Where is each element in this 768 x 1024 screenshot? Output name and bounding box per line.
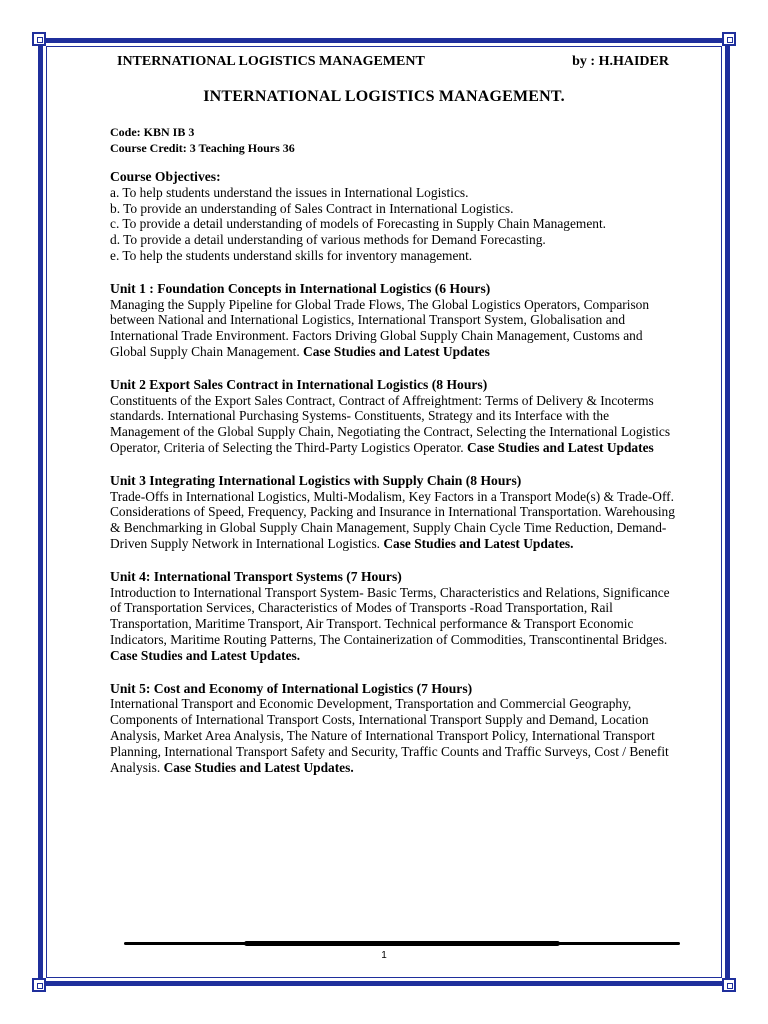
unit-body-text: Constituents of the Export Sales Contract, Contract of Affreightment: Terms of Delivery & Incoterms standards. International Purchasing Systems- Constituents, Strategy and its Interface with the Management of the Global Supply Chain, Negotiating the Contract, Selecting the International Logistics Operator, Criteria of Selecting the Third-Party Logistics Operator. bbox=[110, 392, 671, 455]
unit-section-3 bbox=[110, 473, 682, 552]
footer-rule bbox=[124, 942, 680, 945]
unit-body-tail: Case Studies and Latest Updates bbox=[466, 439, 654, 455]
unit-body-tail: Case Studies and Latest Updates bbox=[303, 343, 490, 359]
unit-body-tail: Case Studies and Latest Updates. bbox=[110, 647, 301, 663]
unit-body bbox=[110, 585, 682, 664]
corner-ornament-top-right bbox=[722, 32, 736, 46]
objective-item: c. To provide a detail understanding of models of Forecasting in Supply Chain Management. bbox=[110, 216, 607, 232]
unit-heading: Unit 5: Cost and Economy of International Logistics (7 Hours) bbox=[110, 680, 473, 696]
unit-heading: Unit 2 Export Sales Contract in International Logistics (8 Hours) bbox=[110, 376, 488, 392]
unit-section-2 bbox=[110, 377, 682, 456]
corner-ornament-bottom-left bbox=[32, 978, 46, 992]
unit-body bbox=[110, 393, 682, 456]
unit-body-text: Managing the Supply Pipeline for Global Trade Flows, The Global Logistics Operators, Comparison between National and International Logistics, International Transport System, Globalisation and International Trade Environment. Factors Driving Global Supply Chain Management, Customs and Global Supply Chain Management. bbox=[110, 296, 650, 359]
header-title: INTERNATIONAL LOGISTICS MANAGEMENT bbox=[117, 54, 425, 69]
course-credit: Course Credit: 3 Teaching Hours 36 bbox=[110, 141, 295, 155]
corner-ornament-bottom-right bbox=[722, 978, 736, 992]
unit-section-1 bbox=[110, 281, 682, 360]
unit-section-4 bbox=[110, 569, 682, 664]
running-header bbox=[117, 54, 669, 72]
course-meta bbox=[110, 124, 295, 156]
objective-item: d. To provide a detail understanding of various methods for Demand Forecasting. bbox=[110, 232, 546, 248]
course-code: Code: KBN IB 3 bbox=[110, 125, 195, 139]
objective-item: b. To provide an understanding of Sales Contract in International Logistics. bbox=[110, 200, 514, 216]
unit-body-text: International Transport and Economic Development, Transportation and Commercial Geography, Components of International Transport Costs, International Transport Supply and Demand, Location Analysis, Market Area Analysis, The Nature of International Transport Policy, International Transport Planning, International Transport Safety and Security, Traffic Counts and Traffic Surveys, Cost / Benefit Analysis. bbox=[110, 696, 669, 775]
objectives-heading: Course Objectives: bbox=[110, 169, 221, 184]
unit-heading: Unit 1 : Foundation Concepts in International Logistics (6 Hours) bbox=[110, 280, 491, 296]
unit-body-text: Trade-Offs in International Logistics, Multi-Modalism, Key Factors in a Transport Mode(s) & Trade-Off. Considerations of Speed, Frequency, Packing and Insurance in International Transportation. Warehousing & Benchmarking in Global Supply Chain Management, Supply Chain Cycle Time Reduction, Demand-Driven Supply Network in International Logistics. bbox=[110, 488, 675, 551]
objective-item: e. To help the students understand skills for inventory management. bbox=[110, 247, 473, 263]
unit-section-5 bbox=[110, 681, 682, 776]
unit-body-tail: Case Studies and Latest Updates. bbox=[383, 535, 574, 551]
objectives-section bbox=[110, 169, 682, 264]
unit-body bbox=[110, 696, 682, 775]
header-author: by : H.HAIDER bbox=[572, 54, 669, 69]
corner-ornament-top-left bbox=[32, 32, 46, 46]
page-title: INTERNATIONAL LOGISTICS MANAGEMENT. bbox=[203, 88, 565, 105]
unit-heading: Unit 3 Integrating International Logistics with Supply Chain (8 Hours) bbox=[110, 472, 522, 488]
unit-body bbox=[110, 489, 682, 552]
objective-item: a. To help students understand the issues in International Logistics. bbox=[110, 184, 469, 200]
page-number: 1 bbox=[381, 950, 387, 961]
unit-body bbox=[110, 297, 682, 360]
document-body bbox=[110, 169, 682, 792]
unit-body-text: Introduction to International Transport System- Basic Terms, Characteristics and Relations, Significance of Transportation Services, Characteristics of Modes of Transports -Road Transportation, Rail Transportation, Maritime Transport, Air Transport. Technical performance & Transport Economic Indicators, Maritime Routing Patterns, The Containerization of Commodities, Transcontinental Bridges. bbox=[110, 584, 670, 647]
unit-heading: Unit 4: International Transport Systems (7 Hours) bbox=[110, 568, 402, 584]
unit-body-tail: Case Studies and Latest Updates. bbox=[163, 759, 354, 775]
